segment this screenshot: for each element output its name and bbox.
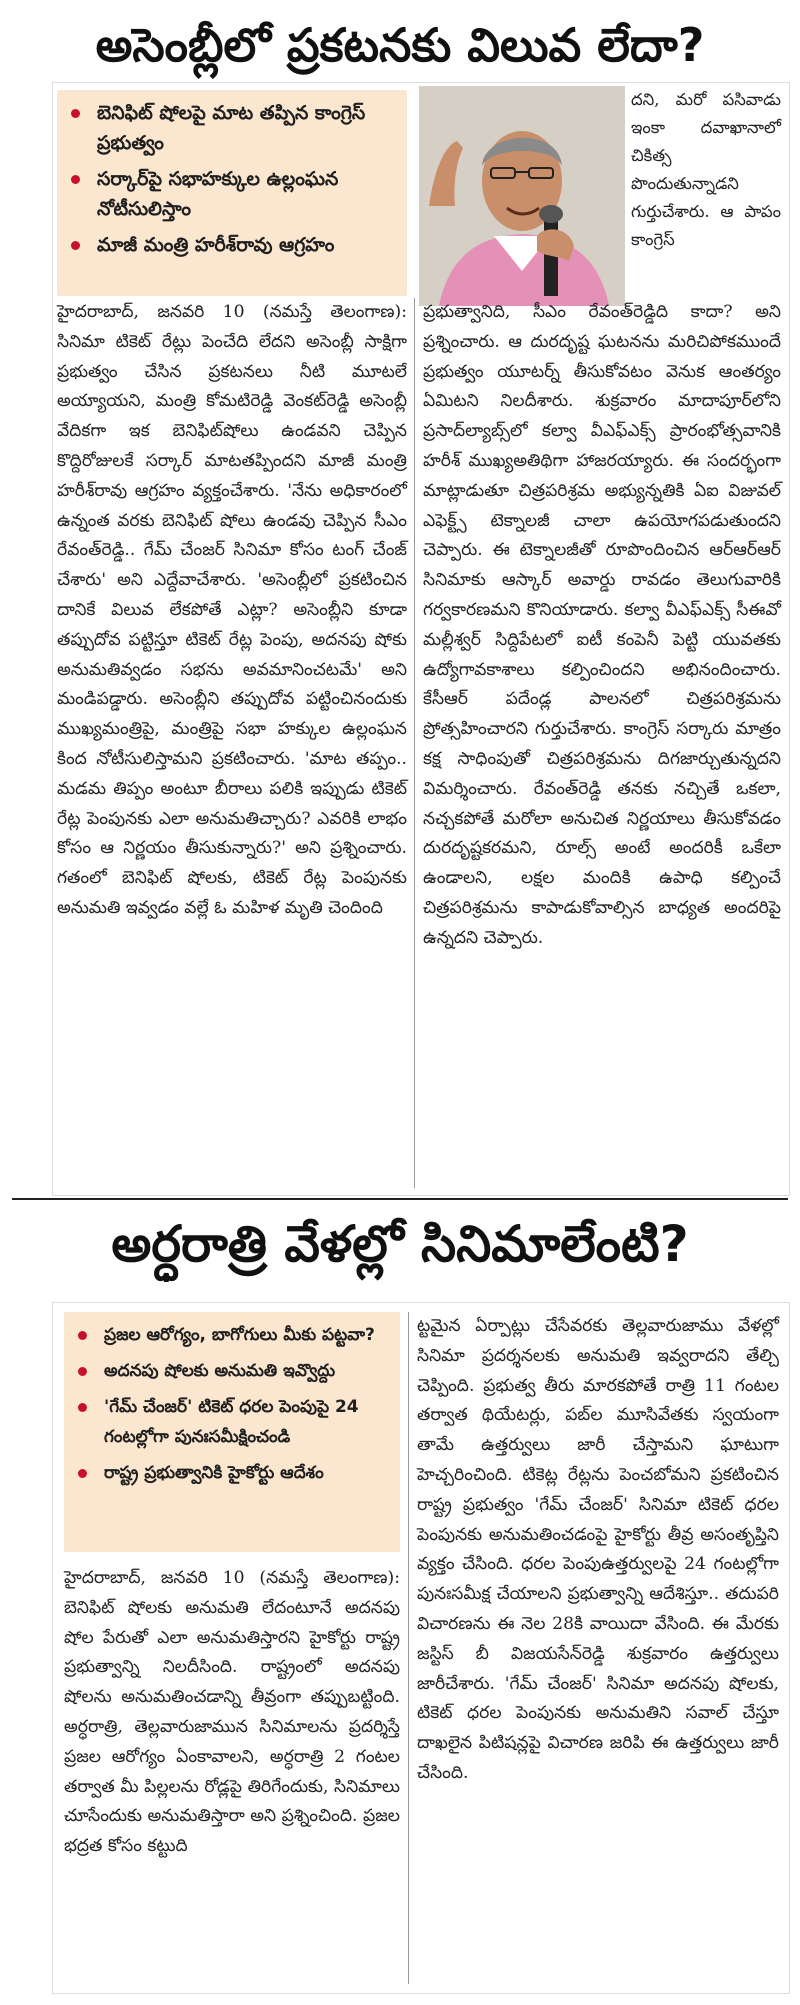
article2-right-paragraph: ట్టమైన ఏర్పాట్లు చేసేవరకు తెల్లవారుజాము వేళల్లో సినిమా ప్రదర్శనలకు అనుమతి ఇవ్వరాదని తేల్చి చెప్పింది. ప్రభుత్వ తీరు మారకపోతే రాత్రి 11 గంటల తర్వాత థియేటర్లు, పబ్‌ల మూసివేతకు స్వయంగా తామే ఉత్తర్వులు జారీ చేస్తామని ఘాటుగా హెచ్చరించింది. టికెట్ల రేట్లను పెంచబోమని ప్రకటించిన రాష్ట్ర ప్రభుత్వం 'గేమ్ చేంజర్' సినిమా టికెట్ ధరల పెంపునకు అనుమతించడంపై హైకోర్టు తీవ్ర అసంతృప్తిని వ్యక్తం చేసింది. ధరల పెంపుఉత్తర్వులపై 24 గంటల్లోగా పునఃసమీక్ష చేయాలని ప్రభుత్వాన్ని ఆదేశిస్తూ.. తదుపరి విచారణను ఈ నెల 28కి వాయిదా వేసింది. ఈ మేరకు జస్టిస్ బీ విజయసేన్‌రెడ్డి శుక్రవారం ఉత్తర్వులు జారీచేశారు. 'గేమ్ చేంజర్' సినిమా అదనపు షోలకు, టికెట్ ధరల పెంపునకు అనుమతిని సవాల్ చేస్తూ దాఖలైన పిటిషన్లపై విచారణ జరిపి ఈ ఉత్తర్వులు జారీ చేసింది. bbox=[417, 1316, 779, 1783]
bullet-dot-icon bbox=[71, 241, 80, 250]
article2-bullet-box bbox=[64, 1312, 400, 1552]
article2-bullet-item bbox=[64, 1458, 400, 1488]
article2-bullet-item bbox=[64, 1320, 400, 1350]
newspaper-page bbox=[12, 6, 788, 1996]
article1-top-right-text bbox=[631, 86, 781, 254]
article2-headline: అర్ధరాత్రి వేళల్లో సినిమాలేంటి? bbox=[111, 1215, 689, 1273]
article1-bullet-item bbox=[57, 98, 407, 158]
article1-bullet-box bbox=[57, 90, 407, 296]
bullet-dot-icon bbox=[78, 1331, 87, 1340]
article2-left-column bbox=[64, 1564, 400, 1862]
article-separator-rule bbox=[12, 1198, 788, 1200]
article2-left-paragraph: హైదరాబాద్, జనవరి 10 (నమస్తే తెలంగాణ): బెనిఫిట్ షోలకు అనుమతి లేదంటూనే అదనపు షోల పేరుతో ఎలా అనుమతిస్తారని హైకోర్టు రాష్ట్ర ప్రభుత్వాన్ని నిలదీసింది. రాష్ట్రంలో అదనపు షోలను అనుమతించడాన్ని తీవ్రంగా తప్పుబట్టింది. అర్ధరాత్రి, తెల్లవారుజామున సినిమాలను ప్రదర్శిస్తే ప్రజల ఆరోగ్యం ఏంకావాలని, అర్ధరాత్రి 2 గంటల తర్వాత మీ పిల్లలను రోడ్లపై తిరిగేందుకు, సినిమాలు చూసేందుకు అనుమతిస్తారా అని ప్రశ్నించింది. ప్రజల భద్రత కోసం కట్టుది bbox=[64, 1568, 400, 1857]
speaker-portrait-icon bbox=[419, 86, 625, 306]
article1-right-column bbox=[423, 298, 781, 954]
bullet-dot-icon bbox=[78, 1403, 87, 1412]
article2-right-column bbox=[417, 1312, 779, 1789]
article2-bullet-text: ప్రజల ఆరోగ్యం, బాగోగులు మీకు పట్టవా? bbox=[104, 1325, 375, 1345]
article2-bullet-item bbox=[64, 1356, 400, 1386]
bullet-dot-icon bbox=[71, 109, 80, 118]
article1-top-right-paragraph: దని, మరో పసివాడు ఇంకా దవాఖానాలో చికిత్స పొందుతున్నాడని గుర్తుచేశారు. ఆ పాపం కాంగ్రెస్ bbox=[631, 90, 781, 249]
article2-bullet-text: 'గేమ్ చేంజర్' టికెట్ ధరల పెంపుపై 24 గంటల్లోగా పునఃసమీక్షించండి bbox=[104, 1397, 359, 1447]
article1-bullet-text: బెనిఫిట్ షోలపై మాట తప్పిన కాంగ్రెస్ ప్రభుత్వం bbox=[97, 102, 366, 154]
article1-bullet-text: మాజీ మంత్రి హరీశ్‌రావు ఆగ్రహం bbox=[97, 234, 335, 256]
article1-headline: అసెంబ్లీలో ప్రకటనకు విలువ లేదా? bbox=[95, 18, 705, 72]
article1-bullet-text: సర్కార్‌పై సభాహక్కుల ఉల్లంఘన నోటీసులిస్తాం bbox=[97, 168, 339, 220]
article1-bullet-item bbox=[57, 164, 407, 224]
article1-bullet-item bbox=[57, 230, 407, 260]
harish-rao-photo bbox=[419, 86, 625, 306]
article1-left-column bbox=[57, 298, 407, 924]
bullet-dot-icon bbox=[78, 1469, 87, 1478]
bullet-dot-icon bbox=[78, 1367, 87, 1376]
article1-right-paragraph: ప్రభుత్వానిది, సీఎం రేవంత్‌రెడ్డిది కాదా? అని ప్రశ్నించారు. ఆ దురదృష్ట ఘటనను మరిచిపోకముందే ప్రభుత్వం యూటర్న్ తీసుకోవటం వెనుక ఆంతర్యం ఏమిటని నిలదీశారు. శుక్రవారం మాదాపూర్‌లోని ప్రసాద్‌ల్యాబ్స్‌లో కల్వా వీఎఫ్‌ఎక్స్ ప్రారంభోత్సవానికి హరీశ్ ముఖ్యఅతిథిగా హాజరయ్యారు. ఈ సందర్భంగా మాట్లాడుతూ చిత్రపరిశ్రమ అభ్యున్నతికి ఏఐ విజువల్ ఎఫెక్ట్స్ టెక్నాలజీ చాలా ఉపయోగపడుతుందని చెప్పారు. ఈ టెక్నాలజీతో రూపొందించిన ఆర్‌ఆర్‌ఆర్ సినిమాకు ఆస్కార్ అవార్డు రావడం తెలుగువారికి గర్వకారణమని కొనియాడారు. కల్వా వీఎఫ్‌ఎక్స్ సీఈవో మల్లీశ్వర్ సిద్దిపేటలో ఐటీ కంపెనీ పెట్టి యువతకు ఉద్యోగావకాశాలు కల్పించిందని అభినందించారు. కేసీఆర్ పదేండ్ల పాలనలో చిత్రపరిశ్రమను ప్రోత్సహించారని గుర్తుచేశారు. కాంగ్రెస్ సర్కారు మాత్రం కక్ష సాధింపుతో చిత్రపరిశ్రమను దిగజార్చుతున్నదని విమర్శించారు. రేవంత్‌రెడ్డి తనకు నచ్చితే ఒకలా, నచ్చకపోతే మరోలా అనుచిత నిర్ణయాలు తీసుకోవడం దురదృష్టకరమని, రూల్స్ అంటే అందరికీ ఒకేలా ఉండాలని, లక్షల మందికి ఉపాధి కల్పించే చిత్రపరిశ్రమను కాపాడుకోవాల్సిన బాధ్యత అందరిపై ఉన్నదని చెప్పారు. bbox=[423, 302, 781, 948]
article1-left-paragraph: హైదరాబాద్, జనవరి 10 (నమస్తే తెలంగాణ): సినిమా టికెట్ రేట్లు పెంచేది లేదని అసెంబ్లీ సాక్షిగా ప్రభుత్వం చేసిన ప్రకటనలు నీటి మూటలే అయ్యాయని, మంత్రి కోమటిరెడ్డి వెంకట్‌రెడ్డి అసెంబ్లీ వేదికగా ఇక బెనిఫిట్‌షోలు ఉండవని చెప్పిన కొద్దిరోజులకే సర్కార్ మాటతప్పిందని మాజీ మంత్రి హరీశ్‌రావు ఆగ్రహం వ్యక్తంచేశారు. 'నేను అధికారంలో ఉన్నంత వరకు బెనిఫిట్ షోలు ఉండవు చెప్పిన సీఎం రేవంత్‌రెడ్డి.. గేమ్ చేంజర్ సినిమా కోసం టంగ్ చేంజ్ చేశారు' అని ఎద్దేవాచేశారు. 'అసెంబ్లీలో ప్రకటించిన దానికే విలువ లేకపోతే ఎట్లా? అసెంబ్లీని కూడా తప్పుదోవ పట్టిస్తూ టికెట్ రేట్ల పెంపు, అదనపు షోకు అనుమతివ్వడం సభను అవమానించటమే' అని మండిపడ్డారు. అసెంబ్లీని తప్పుదోవ పట్టించినందుకు ముఖ్యమంత్రిపై, మంత్రిపై సభా హక్కుల ఉల్లంఘన కింద నోటీసులిస్తామని ప్రకటించారు. 'మాట తప్పం.. మడమ తిప్పం అంటూ బీరాలు పలికి ఇప్పుడు టికెట్ రేట్ల పెంపునకు ఎలా అనుమతిచ్చారు? ఎవరికి లాభం కోసం ఆ నిర్ణయం తీసుకున్నారు?' అని ప్రశ్నించారు. గతంలో బెనిఫిట్ షోలకు, టికెట్ రేట్ల పెంపునకు అనుమతి ఇవ్వడం వల్లే ఓ మహిళ మృతి చెందింది bbox=[57, 302, 407, 918]
article2-bullet-text: రాష్ట్ర ప్రభుత్వానికి హైకోర్టు ఆదేశం bbox=[104, 1463, 324, 1483]
column-divider bbox=[408, 1312, 409, 1984]
article2-bullet-item bbox=[64, 1392, 400, 1452]
column-divider bbox=[414, 298, 415, 1188]
bullet-dot-icon bbox=[71, 175, 80, 184]
article2-bullet-text: అదనపు షోలకు అనుమతి ఇవ్వొద్దు bbox=[104, 1361, 336, 1381]
